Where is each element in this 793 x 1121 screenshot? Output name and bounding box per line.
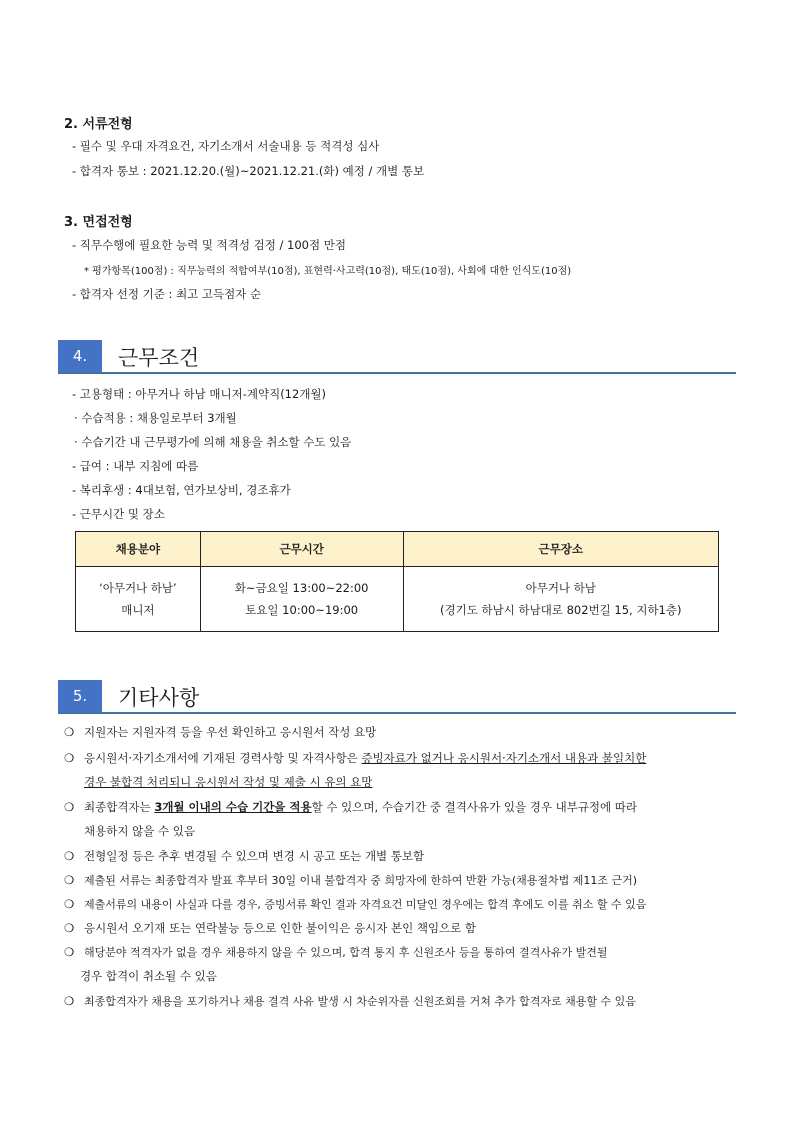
header-field: 채용분야 (76, 532, 201, 567)
work-line-employment: - 고용형태 : 아무거나 하남 매니저-계약직(12개월) (72, 387, 327, 401)
etc-item-8 (64, 944, 608, 960)
etc-item-7-text: 응시원서 오기재 또는 연락불능 등으로 인한 불이익은 응시자 본인 책임으로 함 (84, 921, 477, 935)
table-header-row (76, 532, 719, 567)
section3-line1: - 직무수행에 필요한 능력 및 적격성 검정 / 100점 만점 (72, 238, 346, 252)
etc-item-7 (64, 920, 476, 936)
etc-item-6-text: 제출서류의 내용이 사실과 다를 경우, 증빙서류 확인 결과 자격요건 미달인 경우에는 합격 후에도 이를 취소 할 수 있음 (84, 898, 647, 911)
etc-item-9 (64, 993, 636, 1009)
etc-item-3 (64, 799, 637, 815)
place-line1: 아무거나 하남 (525, 581, 596, 595)
section5-rule (58, 712, 736, 714)
etc-item-2-continuation: 경우 불합격 처리되니 응시원서 작성 및 제출 시 유의 요망 (84, 775, 373, 789)
etc-item-4 (64, 848, 424, 864)
etc-item-5 (64, 872, 637, 888)
work-conditions-table (75, 531, 719, 632)
header-place: 근무장소 (403, 532, 718, 567)
section4-number-box: 4. (58, 340, 102, 372)
section5-number-box: 5. (58, 680, 102, 712)
place-line2: (경기도 하남시 하남대로 802번길 15, 지하1층) (440, 603, 682, 617)
etc-item-3-continuation: 채용하지 않을 수 있음 (84, 824, 195, 838)
etc-item-2-underlined: 증빙자료가 없거나 응시원서·자기소개서 내용과 불일치한 (361, 751, 647, 765)
bullet-marker: ❍ (64, 994, 75, 1008)
section3-note: * 평가항목(100점) : 직무능력의 적합여부(10점), 표현력·사고력(10점), 태도(10점), 사회에 대한 인식도(10점) (84, 266, 572, 277)
etc-item-1 (64, 724, 376, 740)
bullet-marker: ❍ (64, 897, 75, 911)
work-line-probation-cancel: · 수습기간 내 근무평가에 의해 채용을 취소할 수도 있음 (74, 435, 352, 449)
field-line1: ‘아무거나 하남’ (99, 581, 177, 595)
work-line-welfare: - 복리후생 : 4대보험, 연가보상비, 경조휴가 (72, 483, 291, 497)
section2-heading: 2. 서류전형 (64, 117, 133, 132)
bullet-marker: ❍ (64, 945, 75, 959)
bullet-marker: ❍ (64, 725, 75, 739)
section2-line1: - 필수 및 우대 자격요건, 자기소개서 서술내용 등 적격성 심사 (72, 139, 380, 153)
section3-heading: 3. 면접전형 (64, 215, 133, 230)
hours-line2: 토요일 10:00~19:00 (245, 603, 359, 617)
etc-item-1-text: 지원자는 지원자격 등을 우선 확인하고 응시원서 작성 요망 (84, 725, 377, 739)
bullet-marker: ❍ (64, 751, 75, 765)
etc-item-8-continuation: 경우 합격이 취소될 수 있음 (80, 969, 217, 983)
bullet-marker: ❍ (64, 800, 75, 814)
etc-item-3-bold: 3개월 이내의 수습 기간을 적용 (154, 800, 312, 814)
section3-line2: - 합격자 선정 기준 : 최고 고득점자 순 (72, 287, 262, 301)
section4-rule (58, 372, 736, 374)
etc-item-5-text: 제출된 서류는 최종합격자 발표 후부터 30일 이내 불합격자 중 희망자에 한하여 반환 가능(채용절차법 제11조 근거) (84, 874, 638, 887)
etc-item-4-text: 전형일정 등은 추후 변경될 수 있으며 변경 시 공고 또는 개별 통보함 (84, 849, 425, 863)
etc-item-2 (64, 750, 646, 766)
etc-item-3-pre: 최종합격자는 (84, 800, 155, 814)
cell-hours (200, 567, 403, 632)
field-line2: 매니저 (121, 603, 155, 617)
bullet-marker: ❍ (64, 921, 75, 935)
cell-place (403, 567, 718, 632)
section2-line2: - 합격자 통보 : 2021.12.20.(월)~2021.12.21.(화) 예정 / 개별 통보 (72, 164, 425, 178)
section4-title: 근무조건 (118, 346, 200, 370)
header-hours: 근무시간 (200, 532, 403, 567)
work-line-hours-place: - 근무시간 및 장소 (72, 507, 165, 521)
table-row (76, 567, 719, 632)
hours-line1: 화~금요일 13:00~22:00 (234, 581, 369, 595)
work-line-salary: - 급여 : 내부 지침에 따름 (72, 459, 199, 473)
bullet-marker: ❍ (64, 873, 75, 887)
work-line-probation: · 수습적용 : 채용일로부터 3개월 (74, 411, 237, 425)
cell-field (76, 567, 201, 632)
etc-item-3-post: 할 수 있으며, 수습기간 중 결격사유가 있을 경우 내부규정에 따라 (311, 800, 638, 814)
etc-item-8-text: 해당분야 적격자가 없을 경우 채용하지 않을 수 있으며, 합격 통지 후 신원조사 등을 통하여 결격사유가 발견될 (84, 946, 608, 959)
etc-item-2-text: 응시원서·자기소개서에 기재된 경력사항 및 자격사항은 (84, 751, 362, 765)
bullet-marker: ❍ (64, 849, 75, 863)
etc-item-9-text: 최종합격자가 채용을 포기하거나 채용 결격 사유 발생 시 차순위자를 신원조회를 거쳐 추가 합격자로 채용할 수 있음 (84, 995, 636, 1008)
section5-title: 기타사항 (118, 686, 200, 710)
etc-item-6 (64, 896, 646, 912)
